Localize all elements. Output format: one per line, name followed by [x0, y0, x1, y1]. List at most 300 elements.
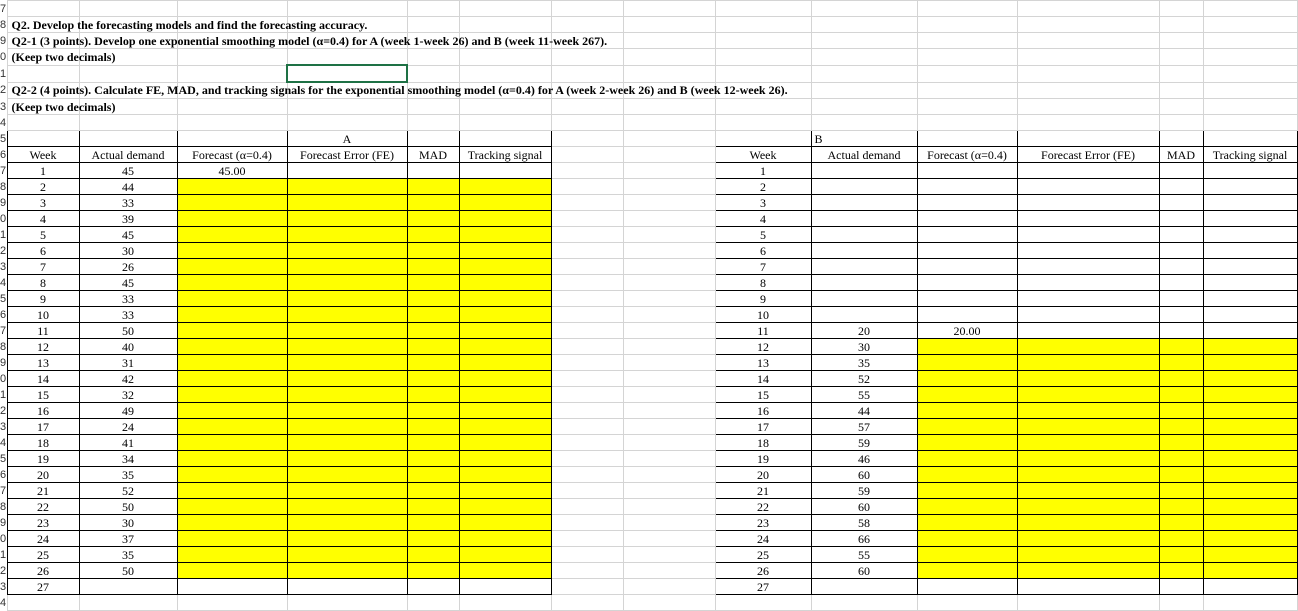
table-b-answer-cell[interactable]: [1017, 339, 1159, 355]
cell[interactable]: [1159, 65, 1203, 82]
row-header[interactable]: 8: [0, 500, 7, 513]
table-a-answer-cell[interactable]: [177, 563, 287, 579]
table-b-answer-cell[interactable]: [1203, 563, 1297, 579]
cell[interactable]: [811, 99, 917, 115]
table-b-demand[interactable]: [811, 227, 917, 243]
table-b-answer-cell[interactable]: [917, 547, 1017, 563]
table-b-header[interactable]: Week: [715, 147, 811, 163]
table-b-demand[interactable]: [811, 579, 917, 595]
table-b-answer-cell[interactable]: [1017, 355, 1159, 371]
cell[interactable]: [1203, 179, 1297, 195]
table-b-answer-cell[interactable]: [917, 467, 1017, 483]
table-a-answer-cell[interactable]: [459, 339, 551, 355]
table-a-answer-cell[interactable]: [407, 307, 459, 323]
table-b-week[interactable]: 2: [715, 179, 811, 195]
table-a-answer-cell[interactable]: [287, 323, 407, 339]
table-a-week[interactable]: 11: [7, 323, 79, 339]
cell[interactable]: [623, 227, 715, 243]
cell[interactable]: [7, 115, 79, 131]
table-a-header[interactable]: MAD: [407, 147, 459, 163]
cell[interactable]: [715, 115, 811, 131]
table-a-answer-cell[interactable]: [459, 179, 551, 195]
cell[interactable]: [407, 131, 459, 147]
table-a-answer-cell[interactable]: [407, 515, 459, 531]
cell[interactable]: [1203, 131, 1297, 147]
table-a-demand[interactable]: 34: [79, 451, 177, 467]
row-header[interactable]: 4: [0, 276, 7, 289]
cell[interactable]: [1159, 131, 1203, 147]
row-header[interactable]: 8: [0, 180, 7, 193]
cell[interactable]: [1017, 323, 1159, 339]
cell[interactable]: [1159, 211, 1203, 227]
cell[interactable]: [459, 65, 551, 82]
table-a-header[interactable]: Forecast Error (FE): [287, 147, 407, 163]
cell[interactable]: [1203, 243, 1297, 259]
cell[interactable]: [551, 355, 623, 371]
cell[interactable]: [623, 307, 715, 323]
table-a-answer-cell[interactable]: [407, 419, 459, 435]
table-a-answer-cell[interactable]: [459, 419, 551, 435]
table-b-header[interactable]: MAD: [1159, 147, 1203, 163]
table-a-answer-cell[interactable]: [459, 275, 551, 291]
table-a-demand[interactable]: 45: [79, 275, 177, 291]
table-a-answer-cell[interactable]: [459, 451, 551, 467]
table-a-answer-cell[interactable]: [177, 211, 287, 227]
cell[interactable]: [551, 243, 623, 259]
cell[interactable]: [1017, 595, 1159, 611]
cell[interactable]: [1159, 99, 1203, 115]
cell[interactable]: [7, 1, 79, 17]
cell[interactable]: [715, 1, 811, 17]
cell[interactable]: [623, 49, 715, 66]
table-a-answer-cell[interactable]: [287, 211, 407, 227]
table-a-answer-cell[interactable]: [459, 371, 551, 387]
table-a-answer-cell[interactable]: [177, 339, 287, 355]
table-a-week[interactable]: 27: [7, 579, 79, 595]
table-b-week[interactable]: 12: [715, 339, 811, 355]
table-a-answer-cell[interactable]: [407, 467, 459, 483]
cell[interactable]: [623, 163, 715, 179]
table-a-demand[interactable]: 52: [79, 483, 177, 499]
table-a-week[interactable]: 20: [7, 467, 79, 483]
cell[interactable]: [459, 131, 551, 147]
row-header[interactable]: 9: [0, 196, 7, 209]
cell[interactable]: [551, 291, 623, 307]
table-b-answer-cell[interactable]: [917, 435, 1017, 451]
table-a-answer-cell[interactable]: [177, 419, 287, 435]
cell[interactable]: [917, 115, 1017, 131]
table-b-demand[interactable]: 59: [811, 483, 917, 499]
cell[interactable]: [551, 323, 623, 339]
cell[interactable]: [623, 355, 715, 371]
cell[interactable]: [811, 82, 917, 99]
table-a-answer-cell[interactable]: [459, 387, 551, 403]
table-a-demand[interactable]: 33: [79, 307, 177, 323]
cell[interactable]: [1159, 243, 1203, 259]
table-b-answer-cell[interactable]: [1017, 563, 1159, 579]
cell[interactable]: [715, 595, 811, 611]
row-header[interactable]: 4: [0, 596, 7, 609]
cell[interactable]: [623, 259, 715, 275]
cell[interactable]: [1159, 49, 1203, 66]
table-b-demand[interactable]: 52: [811, 371, 917, 387]
table-b-answer-cell[interactable]: [1159, 339, 1203, 355]
cell[interactable]: [551, 147, 623, 163]
cell[interactable]: [551, 259, 623, 275]
table-b-demand[interactable]: 60: [811, 499, 917, 515]
table-b-answer-cell[interactable]: [1159, 451, 1203, 467]
table-a-demand[interactable]: 35: [79, 547, 177, 563]
table-b-answer-cell[interactable]: [917, 483, 1017, 499]
table-b-answer-cell[interactable]: [1203, 467, 1297, 483]
cell[interactable]: [623, 499, 715, 515]
cell[interactable]: [1017, 1, 1159, 17]
cell[interactable]: [1017, 82, 1159, 99]
table-b-answer-cell[interactable]: [1159, 515, 1203, 531]
cell[interactable]: [917, 595, 1017, 611]
table-a-week[interactable]: 14: [7, 371, 79, 387]
cell[interactable]: [407, 65, 459, 82]
table-a-answer-cell[interactable]: [287, 451, 407, 467]
table-a-answer-cell[interactable]: [287, 499, 407, 515]
cell[interactable]: [551, 339, 623, 355]
table-b-header[interactable]: Tracking signal: [1203, 147, 1297, 163]
cell[interactable]: [917, 227, 1017, 243]
table-a-demand[interactable]: [79, 579, 177, 595]
table-b-answer-cell[interactable]: [1159, 419, 1203, 435]
row-header[interactable]: 9: [0, 356, 7, 369]
cell[interactable]: [551, 515, 623, 531]
table-a-answer-cell[interactable]: [287, 179, 407, 195]
table-b-week[interactable]: 17: [715, 419, 811, 435]
cell[interactable]: [917, 65, 1017, 82]
cell[interactable]: [715, 33, 811, 49]
table-b-answer-cell[interactable]: [1017, 467, 1159, 483]
table-a-answer-cell[interactable]: [459, 547, 551, 563]
table-a-answer-cell[interactable]: [459, 499, 551, 515]
row-header[interactable]: 2: [0, 564, 7, 577]
cell[interactable]: [917, 579, 1017, 595]
table-b-demand[interactable]: [811, 163, 917, 179]
row-header[interactable]: 5: [0, 452, 7, 465]
cell[interactable]: [917, 17, 1017, 33]
cell[interactable]: [1203, 163, 1297, 179]
cell[interactable]: [287, 1, 407, 17]
table-a-answer-cell[interactable]: [459, 515, 551, 531]
table-a-answer-cell[interactable]: [287, 419, 407, 435]
table-b-week[interactable]: 20: [715, 467, 811, 483]
table-a-demand[interactable]: 50: [79, 499, 177, 515]
table-b-answer-cell[interactable]: [1017, 483, 1159, 499]
table-a-demand[interactable]: 33: [79, 291, 177, 307]
table-a-answer-cell[interactable]: [287, 243, 407, 259]
table-a-answer-cell[interactable]: [177, 451, 287, 467]
cell[interactable]: [459, 115, 551, 131]
cell[interactable]: [1017, 163, 1159, 179]
cell[interactable]: [407, 99, 459, 115]
table-a-demand[interactable]: 49: [79, 403, 177, 419]
cell[interactable]: [917, 33, 1017, 49]
table-a-week[interactable]: 8: [7, 275, 79, 291]
table-a-answer-cell[interactable]: [287, 291, 407, 307]
table-b-week[interactable]: 8: [715, 275, 811, 291]
cell[interactable]: [551, 547, 623, 563]
cell[interactable]: [623, 451, 715, 467]
table-b-answer-cell[interactable]: [1203, 419, 1297, 435]
cell[interactable]: [287, 595, 407, 611]
cell[interactable]: [715, 17, 811, 33]
table-a-answer-cell[interactable]: [459, 531, 551, 547]
cell[interactable]: [551, 499, 623, 515]
table-a-answer-cell[interactable]: [287, 339, 407, 355]
cell[interactable]: [623, 99, 715, 115]
row-header[interactable]: 9: [0, 34, 7, 47]
cell[interactable]: [917, 163, 1017, 179]
row-header[interactable]: 3: [0, 260, 7, 273]
table-b-answer-cell[interactable]: [1017, 451, 1159, 467]
table-b-demand[interactable]: [811, 307, 917, 323]
table-b-answer-cell[interactable]: [917, 419, 1017, 435]
cell[interactable]: [1159, 259, 1203, 275]
table-a-answer-cell[interactable]: [407, 195, 459, 211]
cell[interactable]: [917, 275, 1017, 291]
table-b-demand[interactable]: 44: [811, 403, 917, 419]
cell[interactable]: [1017, 227, 1159, 243]
cell[interactable]: [623, 291, 715, 307]
cell[interactable]: [1159, 291, 1203, 307]
cell[interactable]: [79, 595, 177, 611]
table-a-week[interactable]: 24: [7, 531, 79, 547]
table-b-week[interactable]: 6: [715, 243, 811, 259]
table-b-header[interactable]: Forecast Error (FE): [1017, 147, 1159, 163]
cell[interactable]: [1203, 195, 1297, 211]
table-b-answer-cell[interactable]: [1159, 387, 1203, 403]
cell[interactable]: [1203, 33, 1297, 49]
table-a-demand[interactable]: 45: [79, 163, 177, 179]
table-b-answer-cell[interactable]: [917, 403, 1017, 419]
table-b-answer-cell[interactable]: [1203, 451, 1297, 467]
table-a-answer-cell[interactable]: [407, 387, 459, 403]
table-a-answer-cell[interactable]: [177, 435, 287, 451]
table-b-demand[interactable]: 20: [811, 323, 917, 339]
table-a-answer-cell[interactable]: [407, 435, 459, 451]
cell[interactable]: [177, 99, 287, 115]
cell[interactable]: [623, 435, 715, 451]
table-b-answer-cell[interactable]: [1203, 435, 1297, 451]
row-header[interactable]: 0: [0, 372, 7, 385]
table-a-answer-cell[interactable]: [287, 355, 407, 371]
cell[interactable]: [177, 115, 287, 131]
table-a-demand[interactable]: 24: [79, 419, 177, 435]
table-a-week[interactable]: 10: [7, 307, 79, 323]
cell[interactable]: [459, 163, 551, 179]
cell[interactable]: [1159, 595, 1203, 611]
table-b-week[interactable]: 18: [715, 435, 811, 451]
cell[interactable]: [551, 99, 623, 115]
cell[interactable]: [1203, 595, 1297, 611]
cell[interactable]: [1203, 65, 1297, 82]
table-b-answer-cell[interactable]: [1203, 339, 1297, 355]
table-a-answer-cell[interactable]: [407, 339, 459, 355]
table-b-answer-cell[interactable]: [917, 563, 1017, 579]
cell[interactable]: [811, 49, 917, 66]
cell[interactable]: [623, 179, 715, 195]
table-a-demand[interactable]: 41: [79, 435, 177, 451]
table-b-demand[interactable]: 35: [811, 355, 917, 371]
table-b-answer-cell[interactable]: [1017, 547, 1159, 563]
table-b-week[interactable]: 27: [715, 579, 811, 595]
cell[interactable]: [1159, 195, 1203, 211]
table-a-answer-cell[interactable]: [459, 483, 551, 499]
table-b-answer-cell[interactable]: [1203, 515, 1297, 531]
cell[interactable]: [1203, 275, 1297, 291]
table-a-demand[interactable]: 39: [79, 211, 177, 227]
table-b-answer-cell[interactable]: [1203, 547, 1297, 563]
table-b-answer-cell[interactable]: [1203, 531, 1297, 547]
table-a-answer-cell[interactable]: [459, 291, 551, 307]
table-b-week[interactable]: 5: [715, 227, 811, 243]
cell[interactable]: [1159, 17, 1203, 33]
table-a-week[interactable]: 7: [7, 259, 79, 275]
table-b-answer-cell[interactable]: [917, 531, 1017, 547]
cell[interactable]: [623, 211, 715, 227]
table-b-week[interactable]: 14: [715, 371, 811, 387]
table-a-week[interactable]: 3: [7, 195, 79, 211]
table-b-demand[interactable]: 58: [811, 515, 917, 531]
table-b-answer-cell[interactable]: [1159, 531, 1203, 547]
table-a-demand[interactable]: 30: [79, 243, 177, 259]
table-b-answer-cell[interactable]: [1159, 371, 1203, 387]
table-b-week[interactable]: 13: [715, 355, 811, 371]
cell[interactable]: [917, 307, 1017, 323]
table-b-answer-cell[interactable]: [1159, 547, 1203, 563]
row-header[interactable]: 0: [0, 50, 7, 63]
cell[interactable]: [459, 595, 551, 611]
table-a-week[interactable]: 13: [7, 355, 79, 371]
cell[interactable]: [917, 259, 1017, 275]
table-a-answer-cell[interactable]: [287, 547, 407, 563]
row-header[interactable]: 2: [0, 404, 7, 417]
table-a-answer-cell[interactable]: [177, 499, 287, 515]
table-a-answer-cell[interactable]: [177, 355, 287, 371]
table-b-answer-cell[interactable]: [917, 371, 1017, 387]
cell[interactable]: [551, 49, 623, 66]
cell[interactable]: [551, 403, 623, 419]
row-header[interactable]: 8: [0, 18, 7, 31]
cell[interactable]: [1017, 115, 1159, 131]
row-header[interactable]: 1: [0, 388, 7, 401]
table-b-demand[interactable]: [811, 275, 917, 291]
cell[interactable]: [1159, 33, 1203, 49]
cell[interactable]: [177, 65, 287, 82]
cell[interactable]: [1203, 323, 1297, 339]
cell[interactable]: [1017, 243, 1159, 259]
table-a-answer-cell[interactable]: [459, 211, 551, 227]
table-b-answer-cell[interactable]: [1017, 531, 1159, 547]
table-b-week[interactable]: 9: [715, 291, 811, 307]
table-a-answer-cell[interactable]: [407, 179, 459, 195]
cell[interactable]: [551, 115, 623, 131]
row-header[interactable]: 5: [0, 132, 7, 145]
cell[interactable]: [917, 211, 1017, 227]
table-b-answer-cell[interactable]: [1017, 403, 1159, 419]
table-b-week[interactable]: 4: [715, 211, 811, 227]
cell[interactable]: [1203, 115, 1297, 131]
cell[interactable]: [1017, 49, 1159, 66]
table-a-answer-cell[interactable]: [177, 291, 287, 307]
cell[interactable]: [623, 339, 715, 355]
cell[interactable]: [811, 65, 917, 82]
cell[interactable]: [551, 65, 623, 82]
cell[interactable]: [623, 531, 715, 547]
cell[interactable]: [407, 1, 459, 17]
table-b-answer-cell[interactable]: [917, 515, 1017, 531]
cell[interactable]: [7, 65, 79, 82]
cell[interactable]: [917, 243, 1017, 259]
table-b-answer-cell[interactable]: [1203, 403, 1297, 419]
table-b-demand[interactable]: [811, 211, 917, 227]
table-a-answer-cell[interactable]: [459, 355, 551, 371]
table-b-answer-cell[interactable]: [917, 355, 1017, 371]
table-b-answer-cell[interactable]: [1017, 371, 1159, 387]
cell[interactable]: [1203, 17, 1297, 33]
cell[interactable]: [623, 371, 715, 387]
cell[interactable]: [623, 65, 715, 82]
cell[interactable]: [1017, 291, 1159, 307]
table-a-answer-cell[interactable]: [177, 467, 287, 483]
table-b-demand[interactable]: 46: [811, 451, 917, 467]
cell[interactable]: [551, 307, 623, 323]
q2-1-instruction[interactable]: Q2-1 (3 points). Develop one exponential smoothing model (α=0.4) for A (week 1-week 26) and B (week 11-week 267).: [7, 33, 79, 49]
table-a-answer-cell[interactable]: [407, 259, 459, 275]
table-b-answer-cell[interactable]: [1203, 355, 1297, 371]
cell[interactable]: [551, 275, 623, 291]
cell[interactable]: [1159, 163, 1203, 179]
table-a-demand[interactable]: 26: [79, 259, 177, 275]
table-b-answer-cell[interactable]: [1203, 483, 1297, 499]
row-header[interactable]: 0: [0, 532, 7, 545]
cell[interactable]: [1017, 579, 1159, 595]
table-a-answer-cell[interactable]: [407, 403, 459, 419]
selected-cell[interactable]: [287, 65, 407, 82]
table-a-answer-cell[interactable]: [177, 547, 287, 563]
cell[interactable]: [1203, 1, 1297, 17]
cell[interactable]: [1203, 99, 1297, 115]
cell[interactable]: [917, 195, 1017, 211]
table-a-answer-cell[interactable]: [177, 195, 287, 211]
row-header[interactable]: 6: [0, 308, 7, 321]
table-b-demand[interactable]: [811, 291, 917, 307]
table-b-week[interactable]: 23: [715, 515, 811, 531]
table-b-answer-cell[interactable]: [1159, 499, 1203, 515]
table-b-demand[interactable]: 30: [811, 339, 917, 355]
table-a-week[interactable]: 26: [7, 563, 79, 579]
table-a-week[interactable]: 18: [7, 435, 79, 451]
cell[interactable]: [715, 131, 811, 147]
cell[interactable]: [407, 595, 459, 611]
table-b-answer-cell[interactable]: [1017, 515, 1159, 531]
cell[interactable]: [551, 579, 623, 595]
table-a-answer-cell[interactable]: [287, 467, 407, 483]
cell[interactable]: [1017, 17, 1159, 33]
cell[interactable]: [623, 17, 715, 33]
table-a-answer-cell[interactable]: [407, 227, 459, 243]
cell[interactable]: [715, 99, 811, 115]
q2-title[interactable]: Q2. Develop the forecasting models and find the forecasting accuracy.: [7, 17, 79, 33]
row-header[interactable]: 9: [0, 516, 7, 529]
row-header[interactable]: 3: [0, 420, 7, 433]
table-a-header[interactable]: Forecast (α=0.4): [177, 147, 287, 163]
